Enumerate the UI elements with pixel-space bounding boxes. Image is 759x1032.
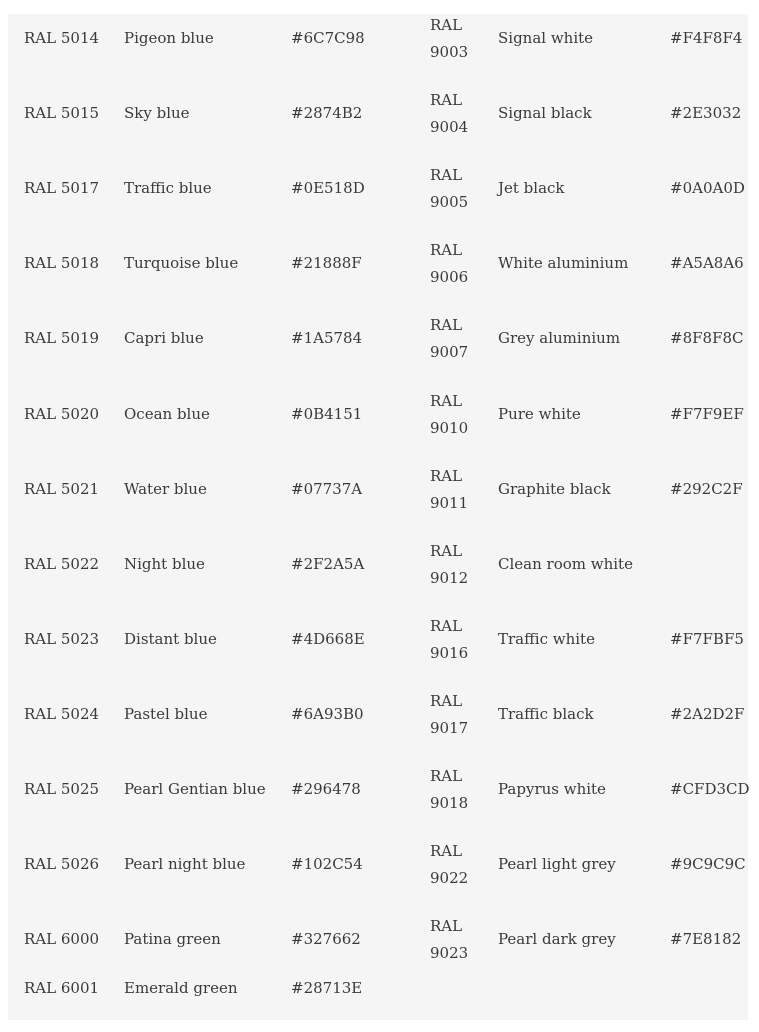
ral-code: RAL 9011 bbox=[430, 466, 469, 512]
ral-code: RAL 9010 bbox=[430, 391, 469, 437]
color-name: Signal black bbox=[498, 104, 592, 123]
hex-value: #9C9C9C bbox=[670, 855, 746, 874]
hex-value: #327662 bbox=[291, 930, 361, 949]
hex-value: #1A5784 bbox=[291, 329, 363, 348]
hex-value: #A5A8A6 bbox=[670, 254, 744, 273]
hex-value: #292C2F bbox=[670, 479, 743, 498]
hex-value: #8F8F8C bbox=[670, 329, 744, 348]
color-name: Grey aluminium bbox=[498, 329, 621, 348]
hex-value: #21888F bbox=[291, 254, 362, 273]
ral-code: RAL 5018 bbox=[24, 254, 100, 273]
ral-code: RAL 5023 bbox=[24, 629, 100, 648]
color-name: Traffic white bbox=[498, 629, 595, 648]
ral-code: RAL 9004 bbox=[430, 91, 469, 137]
color-name: Traffic blue bbox=[124, 179, 212, 198]
color-name: White aluminium bbox=[498, 254, 629, 273]
ral-code: RAL 9023 bbox=[430, 917, 469, 963]
ral-code: RAL 5026 bbox=[24, 855, 100, 874]
hex-value: #0E518D bbox=[291, 179, 365, 198]
hex-value: #0B4151 bbox=[291, 404, 363, 423]
ral-code: RAL 6001 bbox=[24, 979, 100, 997]
ral-code: RAL 9022 bbox=[430, 842, 469, 888]
color-name: Clean room white bbox=[498, 554, 633, 573]
ral-code: RAL 9016 bbox=[430, 616, 469, 662]
color-name: Traffic black bbox=[498, 704, 594, 723]
hex-value: #4D668E bbox=[291, 629, 365, 648]
color-name: Capri blue bbox=[124, 329, 204, 348]
color-name: Sky blue bbox=[124, 104, 190, 123]
ral-code: RAL 9017 bbox=[430, 691, 469, 737]
color-name: Patina green bbox=[124, 930, 221, 949]
ral-code: RAL 9003 bbox=[430, 16, 469, 61]
color-name: Ocean blue bbox=[124, 404, 210, 423]
ral-code: RAL 5017 bbox=[24, 179, 100, 198]
hex-value: #F7F9EF bbox=[670, 404, 744, 423]
color-name: Jet black bbox=[498, 179, 565, 198]
hex-value: #2874B2 bbox=[291, 104, 363, 123]
color-name: Pure white bbox=[498, 404, 581, 423]
color-name: Water blue bbox=[124, 479, 207, 498]
hex-value: #296478 bbox=[291, 780, 361, 798]
ral-code: RAL 5015 bbox=[24, 104, 100, 123]
color-name: Pearl light grey bbox=[498, 855, 616, 874]
hex-value: #07737A bbox=[291, 479, 363, 498]
hex-value: #28713E bbox=[291, 979, 363, 997]
color-name: Signal white bbox=[498, 29, 594, 47]
ral-code: RAL 5019 bbox=[24, 329, 100, 348]
ral-code: RAL 5021 bbox=[24, 479, 100, 498]
ral-color-table bbox=[8, 14, 748, 1020]
ral-code: RAL 9006 bbox=[430, 241, 469, 287]
ral-code: RAL 9012 bbox=[430, 541, 469, 587]
ral-code: RAL 9005 bbox=[430, 166, 469, 212]
hex-value: #6A93B0 bbox=[291, 704, 364, 723]
ral-code: RAL 6000 bbox=[24, 930, 100, 949]
hex-value: #7E8182 bbox=[670, 930, 742, 949]
color-name: Graphite black bbox=[498, 479, 611, 498]
hex-value: #F4F8F4 bbox=[670, 29, 743, 47]
color-name: Emerald green bbox=[124, 979, 238, 997]
color-name: Pearl dark grey bbox=[498, 930, 616, 949]
ral-code: RAL 9007 bbox=[430, 316, 469, 362]
ral-code: RAL 5024 bbox=[24, 704, 100, 723]
color-name: Pigeon blue bbox=[124, 29, 214, 47]
hex-value: #2A2D2F bbox=[670, 704, 745, 723]
color-name: Distant blue bbox=[124, 629, 217, 648]
ral-code: RAL 5025 bbox=[24, 780, 100, 798]
color-name: Night blue bbox=[124, 554, 205, 573]
color-name: Turquoise blue bbox=[124, 254, 239, 273]
hex-value: #2E3032 bbox=[670, 104, 742, 123]
ral-code: RAL 5014 bbox=[24, 29, 100, 47]
color-name: Pastel blue bbox=[124, 704, 208, 723]
ral-code: RAL 5020 bbox=[24, 404, 100, 423]
color-name: Pearl Gentian blue bbox=[124, 780, 266, 798]
color-name: Papyrus white bbox=[498, 780, 606, 798]
color-name: Pearl night blue bbox=[124, 855, 246, 874]
ral-code: RAL 9018 bbox=[430, 767, 469, 812]
hex-value: #0A0A0D bbox=[670, 179, 745, 198]
hex-value: #2F2A5A bbox=[291, 554, 365, 573]
hex-value: #CFD3CD bbox=[670, 780, 750, 798]
hex-value: #F7FBF5 bbox=[670, 629, 744, 648]
hex-value: #6C7C98 bbox=[291, 29, 365, 47]
hex-value: #102C54 bbox=[291, 855, 363, 874]
ral-code: RAL 5022 bbox=[24, 554, 100, 573]
